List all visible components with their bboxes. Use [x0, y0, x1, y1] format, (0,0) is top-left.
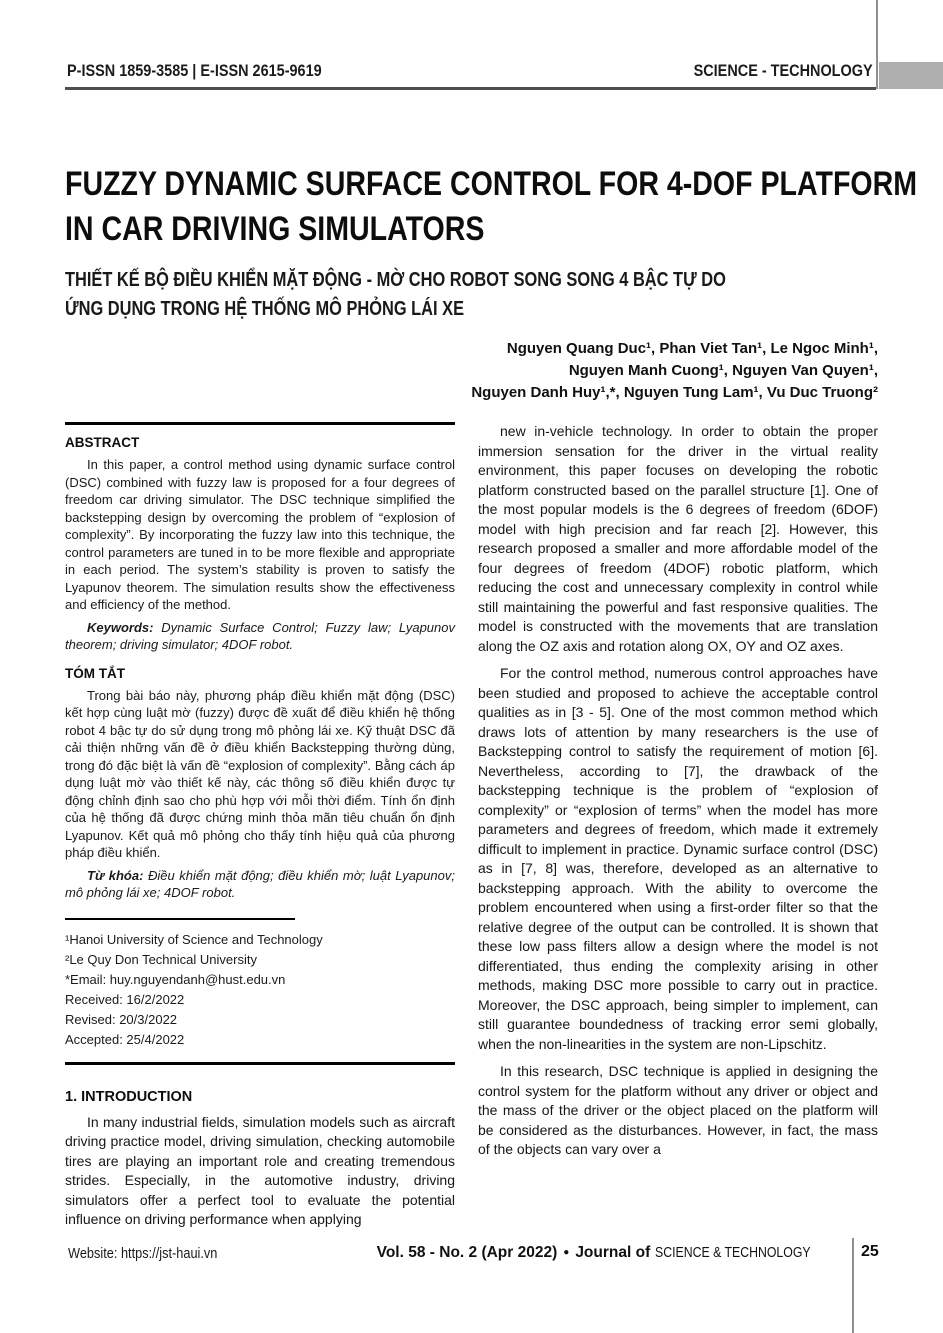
header-vertical-divider	[876, 0, 878, 89]
accepted-date: Accepted: 25/4/2022	[65, 1031, 185, 1047]
footnote-rule	[65, 918, 295, 920]
author-line-3: Nguyen Danh Huy¹,*, Nguyen Tung Lam¹, Vu Duc Truong²	[471, 384, 878, 401]
paper-title-vi	[65, 266, 878, 324]
affiliation-1: ¹Hanoi University of Science and Technology	[65, 931, 323, 947]
footer-website: Website: https://jst-haui.vn	[68, 1246, 218, 1262]
received-date: Received: 16/2/2022	[65, 991, 185, 1007]
author-line-1: Nguyen Quang Duc¹, Phan Viet Tan¹, Le Ngoc Minh¹,	[506, 340, 878, 357]
paper-title-en-line2: IN CAR DRIVING SIMULATORS	[65, 210, 485, 248]
abstract-heading: ABSTRACT	[65, 435, 140, 450]
paper-title-vi-line1: THIẾT KẾ BỘ ĐIỀU KHIỂN MẶT ĐỘNG - MỜ CHO ROBOT SONG SONG 4 BẬC TỰ DO	[65, 269, 726, 291]
tukhoa-label: Từ khóa:	[87, 867, 144, 883]
body-paragraph-3: In this research, DSC technique is applied in designing the control system for the platform without any driver or object and the mass of the driver or the object placed on the platform will be considered as the disturbances. However, in fact, the mass of the objects can vary over a	[478, 1063, 878, 1157]
issn-label: P-ISSN 1859-3585 | E-ISSN 2615-9619	[67, 61, 322, 80]
footer-volume-info	[377, 1244, 845, 1262]
tomtat-text: Trong bài báo này, phương pháp điều khiển mặt động (DSC) kết hợp cùng luật mờ (fuzzy) được đề xuất để điều khiển hệ thống robot 4 bậc tự do sử dụng trong mô phỏng lái xe. Kỹ thuật DSC đã cải thiện những vấn đề ở điều khiển Backstepping thường dùng, trong đó đặc biệt là vấn đề “explosion of complexity”. Bằng cách áp dụng luật mờ vào thiết kế này, các thông số điều khiển được tự động chỉnh định sao cho phù hợp với mỗi thời điểm. Tính ổn định của hệ thống đã được chứng minh thỏa mãn tiêu chuẩn ổn định Lyapunov. Kết quả mô phỏng cho thấy tính hiệu quả của phương pháp điều khiển.	[65, 687, 455, 860]
body-paragraph-1: new in-vehicle technology. In order to obtain the proper immersion sensation for the driver in the virtual reality environment, this paper focuses on developing the robotic platform constructed based on the parallel structure [1]. One of the most popular models is the 6 degrees of freedom (6DOF) model with high precision and far reach [2]. However, this research proposed a smaller and more affordable model of the four degrees of freedom (4DOF) robotic platform, which reducing the cost and unnecessary complexity in control while still maintaining the powerful and fast responsive qualities. The model is constructed with the movements that are translation along the OZ axis and rotation along OX, OY and OZ axes.	[478, 423, 878, 654]
corresponding-email: *Email: huy.nguyendanh@hust.edu.vn	[65, 971, 286, 987]
affiliation-2: ²Le Quy Don Technical University	[65, 951, 257, 967]
revised-date: Revised: 20/3/2022	[65, 1011, 178, 1027]
body-paragraph-2: For the control method, numerous control approaches have been studied and proposed to achieve the acceptable control qualities as in [3 - 5]. One of the most common method which draws lots of attention by many researchers is the use of Backstepping control to satisfy the requirement of motion [6]. Nevertheless, according to [7], the drawback of the backstepping technique is the problem of “explosion of complexity” or “explosion of terms” when the model has more parameters and degrees of freedom, which made it extremely difficult to implement in practice. Dynamic surface control (DSC) as in [7, 8] was, therefore, developed as an alternative to backstepping approach. With the ability to overcome the problem encountered when using a first-order filter so that the relative degree of the output can be controlled. It is shown that these low pass filters allow a design where the model is not differentiated, thus ending the complexity arising in other methods, making DSC more possible to carry out in practice. Moreover, the DSC approach, being simpler to implement, can still guarantee boundedness of tracking error semi globally, when the non-linearities in the system are non-Lipschitz.	[478, 665, 878, 1052]
footer-bullet-icon: ●	[563, 1247, 570, 1258]
header-corner-box	[879, 62, 943, 89]
footer-volume: Vol. 58 - No. 2 (Apr 2022)	[376, 1244, 558, 1261]
footer-vertical-divider	[852, 1238, 854, 1333]
left-column	[65, 422, 455, 1230]
keywords-text: Dynamic Surface Control; Fuzzy law; Lyapunov theorem; driving simulator; 4DOF robot.	[65, 619, 455, 652]
footer-page-number: 25	[861, 1243, 879, 1260]
two-column-body	[65, 422, 878, 1230]
abstract-keywords	[65, 619, 455, 654]
tomtat-heading: TÓM TẮT	[65, 665, 125, 681]
right-column	[478, 422, 878, 1230]
header-rule	[65, 87, 876, 90]
footer-journal-name: SCIENCE & TECHNOLOGY	[655, 1244, 811, 1261]
paper-title-vi-line2: ỨNG DỤNG TRONG HỆ THỐNG MÔ PHỎNG LÁI XE	[65, 298, 465, 320]
keywords-label: Keywords:	[87, 619, 154, 635]
introduction-heading: 1. INTRODUCTION	[65, 1088, 193, 1105]
author-line-2: Nguyen Manh Cuong¹, Nguyen Van Quyen¹,	[568, 362, 878, 379]
tukhoa-text: Điều khiển mặt động; điều khiển mờ; luật Lyapunov; mô phỏng lái xe; 4DOF robot.	[65, 867, 455, 900]
introduction-paragraph: In many industrial fields, simulation models such as aircraft driving practice model, driving simulation, checking automobile tires are playing an important role and creating tremendous strides. Especially, in the automotive industry, driving simulators offer a perfect tool to evaluate the potential influence on driving performance when applying	[65, 1113, 455, 1227]
abstract-box	[65, 422, 455, 1065]
section-label: SCIENCE - TECHNOLOGY	[693, 61, 873, 80]
paper-title-en	[65, 162, 918, 252]
tomtat-keywords	[65, 867, 455, 902]
author-list	[65, 338, 878, 404]
page-content	[65, 162, 918, 1230]
paper-title-en-line1: FUZZY DYNAMIC SURFACE CONTROL FOR 4-DOF PLATFORM	[65, 165, 918, 203]
footer-journal-prefix: Journal of	[575, 1244, 651, 1261]
abstract-text: In this paper, a control method using dynamic surface control (DSC) combined with fuzzy law is proposed for a four degrees of freedom car driving simulator. The DSC technique simplified the backstepping design by overcoming the problem of “explosion of complexity”. By incorporating the fuzzy law into this technique, the control parameters are tuned in to be more flexible and appropriate in each period. The system’s stability is proven to satisfy the Lyapunov theorem. The simulation results show the effectiveness and efficiency of the method.	[65, 457, 455, 612]
